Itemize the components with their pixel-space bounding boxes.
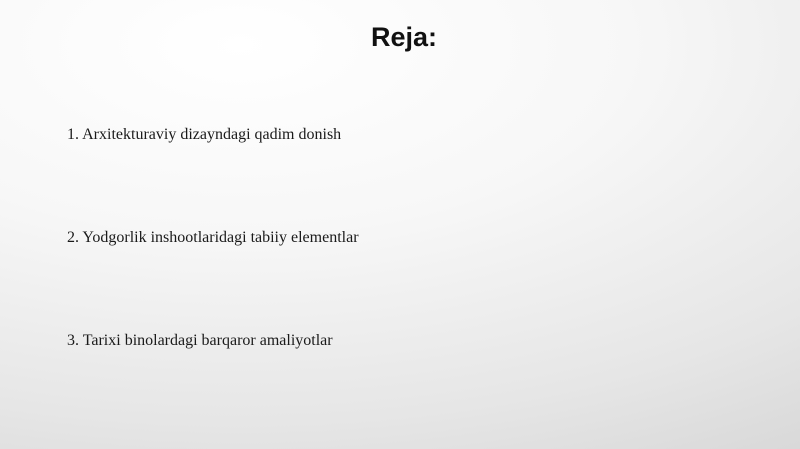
plan-item-1: 1. Arxitekturaviy dizayndagi qadim donish	[67, 126, 342, 143]
plan-item-3: 3. Tarixi binolardagi barqaror amaliyotlar	[67, 332, 333, 349]
slide-title: Reja:	[370, 22, 438, 52]
plan-item-2: 2. Yodgorlik inshootlaridagi tabiiy elementlar	[67, 229, 359, 246]
